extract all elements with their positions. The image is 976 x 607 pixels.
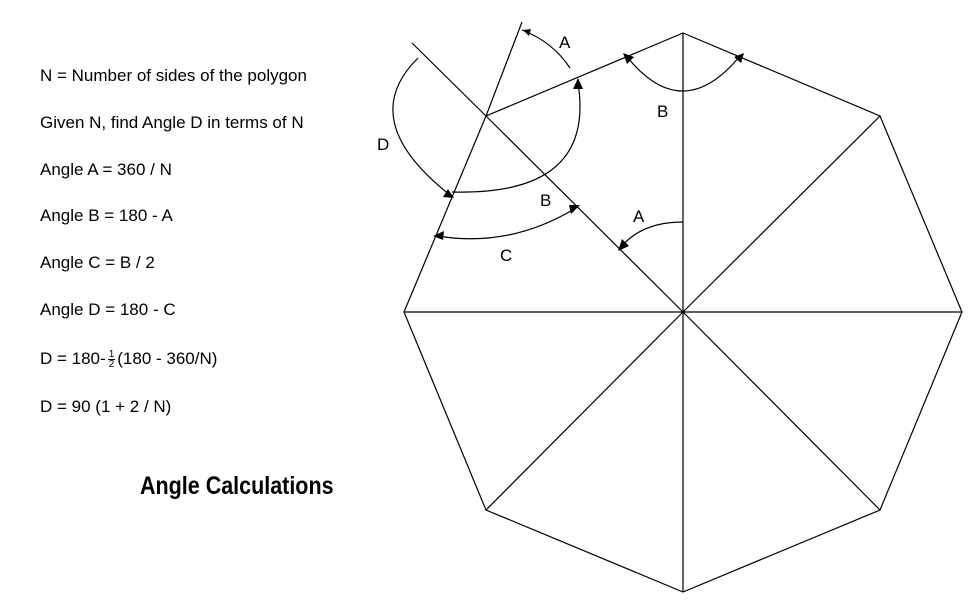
label-b-top: B (657, 102, 669, 121)
arc-c-inner (438, 208, 576, 239)
page-title: Angle Calculations (140, 472, 334, 500)
label-d-outer: D (377, 135, 390, 154)
equation-given: Given N, find Angle D in terms of N (40, 113, 304, 132)
arc-b-top (628, 56, 740, 91)
label-b-inner: B (540, 191, 552, 210)
extension-line-radial (412, 43, 486, 116)
arc-d-outer (393, 58, 450, 195)
arc-b-inner (452, 83, 580, 192)
equation-angle-b: Angle B = 180 - A (40, 206, 173, 225)
equation-angle-d: Angle D = 180 - C (40, 300, 176, 319)
fraction-numerator: 1 (108, 349, 115, 361)
spoke-top-right (683, 116, 880, 312)
equation-angle-c: Angle C = B / 2 (40, 253, 155, 272)
extension-line-edge (486, 22, 522, 116)
equation-d-final: D = 90 (1 + 2 / N) (40, 397, 172, 416)
equation-d-suffix: (180 - 360/N) (117, 349, 218, 368)
equation-definition: N = Number of sides of the polygon (40, 66, 307, 85)
label-c-inner: C (500, 246, 513, 265)
arrowhead-a-outer (523, 29, 531, 36)
equation-d-prefix: D = 180- (40, 349, 106, 368)
fraction-denominator: 2 (108, 359, 115, 371)
spoke-bottom-left (486, 312, 683, 510)
label-a-outer: A (559, 33, 571, 52)
label-a-center: A (633, 207, 645, 226)
arc-a-center (621, 222, 683, 247)
equation-angle-a: Angle A = 360 / N (40, 160, 172, 179)
spoke-bottom-right (683, 312, 880, 510)
arrowhead-c-right (569, 205, 580, 214)
spoke-top-left (486, 116, 683, 312)
arrowhead-b-inner (573, 78, 583, 89)
